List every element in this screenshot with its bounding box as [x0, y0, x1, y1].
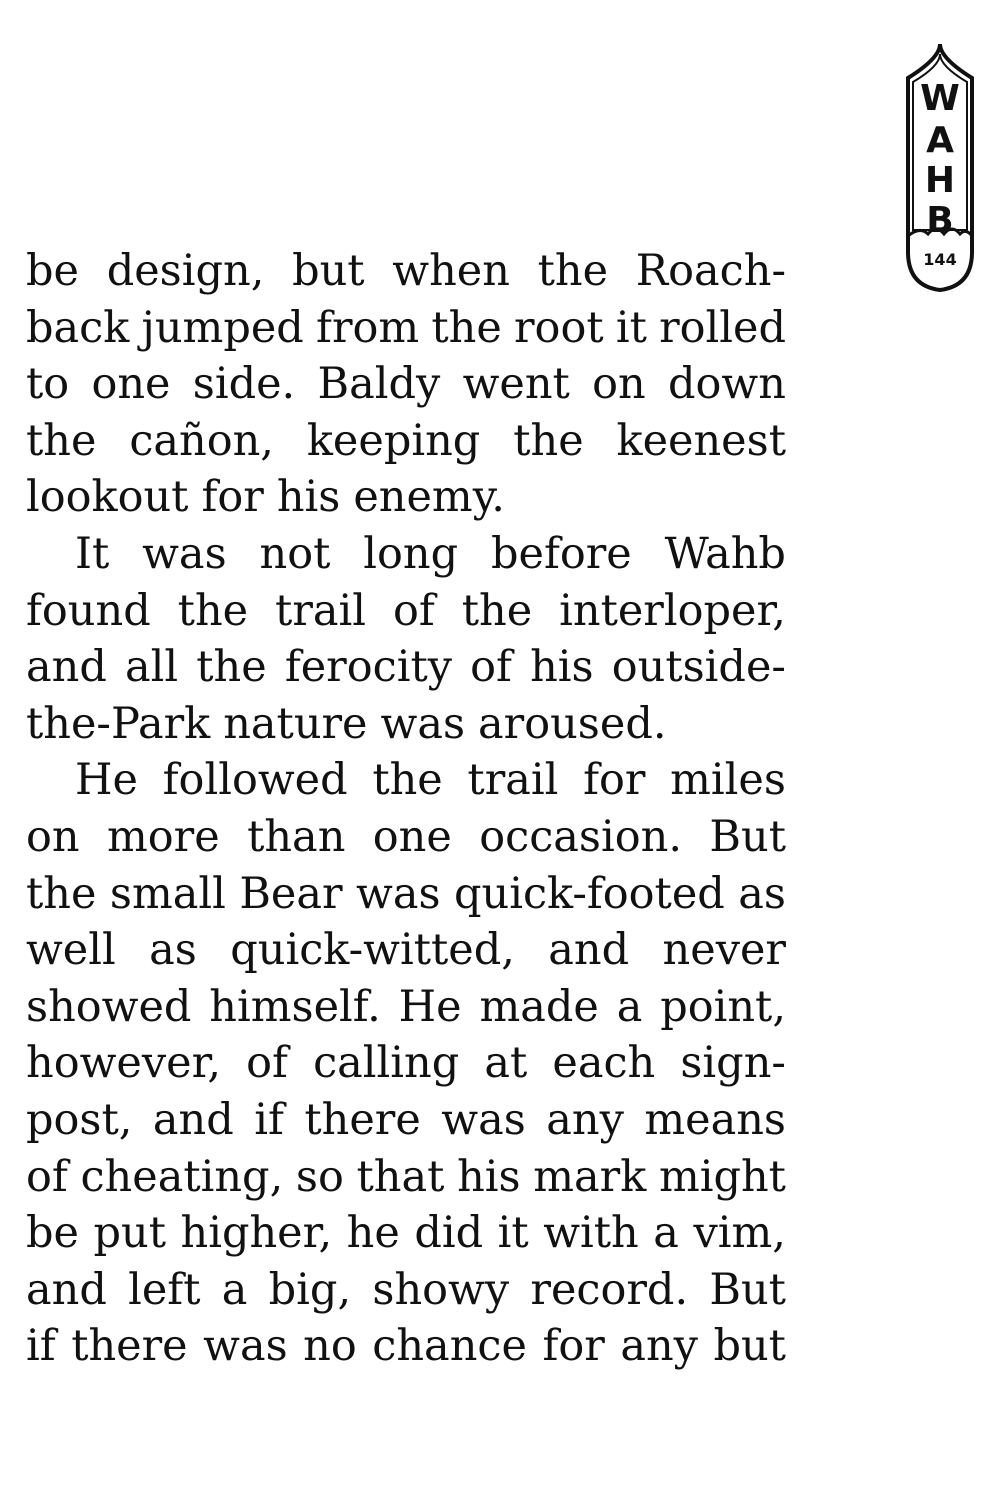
text-line — [26, 1092, 786, 1149]
text-line — [26, 1318, 786, 1375]
word: no — [303, 1321, 357, 1372]
word: be — [26, 1208, 79, 1259]
text-line — [26, 1205, 786, 1262]
word: trail — [275, 585, 367, 636]
word: each — [552, 1038, 656, 1089]
word: the — [196, 642, 267, 693]
word: of — [392, 585, 435, 636]
word: for — [542, 1321, 605, 1372]
word: a — [221, 1264, 248, 1315]
text-line — [26, 526, 786, 583]
word: lookout — [26, 472, 189, 523]
word: with — [543, 1208, 639, 1259]
word: of — [246, 1038, 288, 1089]
word: down — [668, 359, 786, 410]
word: and — [26, 642, 107, 693]
word: not — [259, 528, 331, 579]
word: be — [26, 246, 79, 296]
word: for — [583, 755, 646, 806]
word: however, — [26, 1038, 222, 1089]
text-line — [26, 243, 786, 300]
word: ferocity — [284, 642, 453, 693]
word: miles — [670, 755, 786, 806]
word: one — [372, 811, 452, 862]
word: all — [124, 642, 179, 693]
word: there — [71, 1321, 188, 1372]
word: the — [513, 415, 584, 466]
word: But — [709, 811, 786, 862]
word: well — [26, 925, 116, 976]
word: was — [380, 698, 466, 749]
word: was — [142, 528, 227, 579]
word: It — [75, 528, 110, 579]
word: jumped — [141, 302, 304, 353]
text-line — [26, 752, 786, 809]
word: if — [26, 1321, 56, 1372]
word: record. — [530, 1264, 689, 1315]
word: as — [738, 868, 786, 919]
word: interloper, — [559, 585, 786, 636]
word: enemy. — [353, 472, 505, 523]
text-line — [26, 300, 786, 357]
word: his — [530, 642, 594, 693]
word: calling — [313, 1038, 460, 1089]
text-line — [26, 696, 786, 753]
word: it — [497, 1208, 529, 1259]
word: and — [548, 925, 630, 976]
text-line — [26, 922, 786, 979]
word: showy — [372, 1264, 510, 1315]
text-line — [26, 809, 786, 866]
word: a — [653, 1208, 679, 1259]
word: But — [709, 1264, 786, 1315]
word: so — [295, 1151, 344, 1202]
word: He — [398, 981, 462, 1032]
word: mark — [533, 1151, 647, 1202]
badge-letter: H — [924, 160, 956, 201]
word: put — [93, 1208, 166, 1259]
text-line — [26, 866, 786, 923]
word: root — [514, 302, 604, 353]
word: a — [616, 981, 643, 1032]
word: trail — [467, 755, 559, 806]
word: found — [26, 585, 151, 636]
word: any — [620, 1321, 698, 1372]
word: as — [149, 925, 197, 976]
word: quick-witted, — [230, 925, 515, 976]
word: back — [26, 302, 130, 353]
word: means — [644, 1094, 786, 1145]
word: Roach- — [635, 246, 786, 296]
word: Wahb — [664, 528, 786, 579]
word: design, — [106, 246, 265, 296]
word: from — [316, 302, 420, 353]
word: keenest — [616, 415, 786, 466]
word: of — [470, 642, 512, 693]
text-line — [26, 356, 786, 413]
word: one — [91, 359, 171, 410]
word: that — [356, 1151, 445, 1202]
text-line — [26, 1262, 786, 1319]
text-line — [26, 639, 786, 696]
word: was — [441, 1094, 526, 1145]
text-line — [26, 979, 786, 1036]
word: made — [479, 981, 599, 1032]
word: of — [26, 1151, 68, 1202]
word: left — [128, 1264, 201, 1315]
word: showed — [26, 981, 192, 1032]
text-line — [26, 1035, 786, 1092]
word: if — [254, 1094, 284, 1145]
word: it — [615, 302, 647, 353]
word: quick-footed — [453, 868, 725, 919]
word: for — [201, 472, 264, 523]
word: but — [713, 1321, 786, 1372]
word: on — [26, 811, 80, 862]
word: went — [462, 359, 570, 410]
badge-letter: A — [926, 120, 954, 161]
text-line — [26, 583, 786, 640]
word: than — [247, 811, 346, 862]
word: might — [658, 1151, 786, 1202]
word: when — [392, 246, 510, 296]
word: more — [107, 811, 220, 862]
word: was — [356, 868, 441, 919]
word: on — [592, 359, 646, 410]
word: the-Park — [26, 698, 211, 749]
word: the — [372, 755, 443, 806]
word: small — [109, 868, 226, 919]
word: occasion. — [479, 811, 682, 862]
text-line — [26, 1149, 786, 1206]
word: his — [276, 472, 341, 523]
word: the — [537, 246, 609, 296]
word: there — [304, 1094, 421, 1145]
word: the — [177, 585, 249, 636]
word: big, — [268, 1264, 352, 1315]
word: himself. — [209, 981, 381, 1032]
text-line — [26, 413, 786, 470]
word: but — [292, 246, 365, 296]
word: aroused. — [478, 698, 667, 749]
word: to — [26, 359, 70, 410]
word: and — [26, 1264, 107, 1315]
word: cheating, — [80, 1151, 284, 1202]
word: outside- — [611, 642, 786, 693]
word: and — [152, 1094, 234, 1145]
word: any — [546, 1094, 624, 1145]
page-number: 144 — [923, 250, 957, 269]
word: cañon, — [129, 415, 274, 466]
word: at — [484, 1038, 528, 1089]
word: the — [461, 585, 533, 636]
word: He — [75, 755, 138, 806]
page-badge — [900, 40, 980, 295]
word: Bear — [239, 868, 343, 919]
word: vim, — [693, 1208, 786, 1259]
word: chance — [372, 1321, 527, 1372]
word: keeping — [306, 415, 481, 466]
badge-letter: B — [926, 200, 954, 241]
body-text — [26, 243, 786, 1375]
word: point, — [660, 981, 786, 1032]
word: side. — [192, 359, 296, 410]
word: followed — [162, 755, 348, 806]
word: higher, — [180, 1208, 333, 1259]
word: long — [363, 528, 459, 579]
word: Baldy — [317, 359, 441, 410]
word: did — [414, 1208, 484, 1259]
word: nature — [223, 698, 368, 749]
badge-letter: W — [920, 78, 960, 119]
word: was — [203, 1321, 288, 1372]
word: post, — [26, 1094, 133, 1145]
word: sign- — [680, 1038, 786, 1089]
word: his — [457, 1151, 521, 1202]
word: the — [26, 868, 97, 919]
word: rolled — [659, 302, 786, 353]
word: before — [490, 528, 632, 579]
word: the — [26, 415, 97, 466]
text-line — [26, 469, 786, 526]
word: the — [431, 302, 502, 353]
word: he — [346, 1208, 400, 1259]
word: never — [662, 925, 786, 976]
